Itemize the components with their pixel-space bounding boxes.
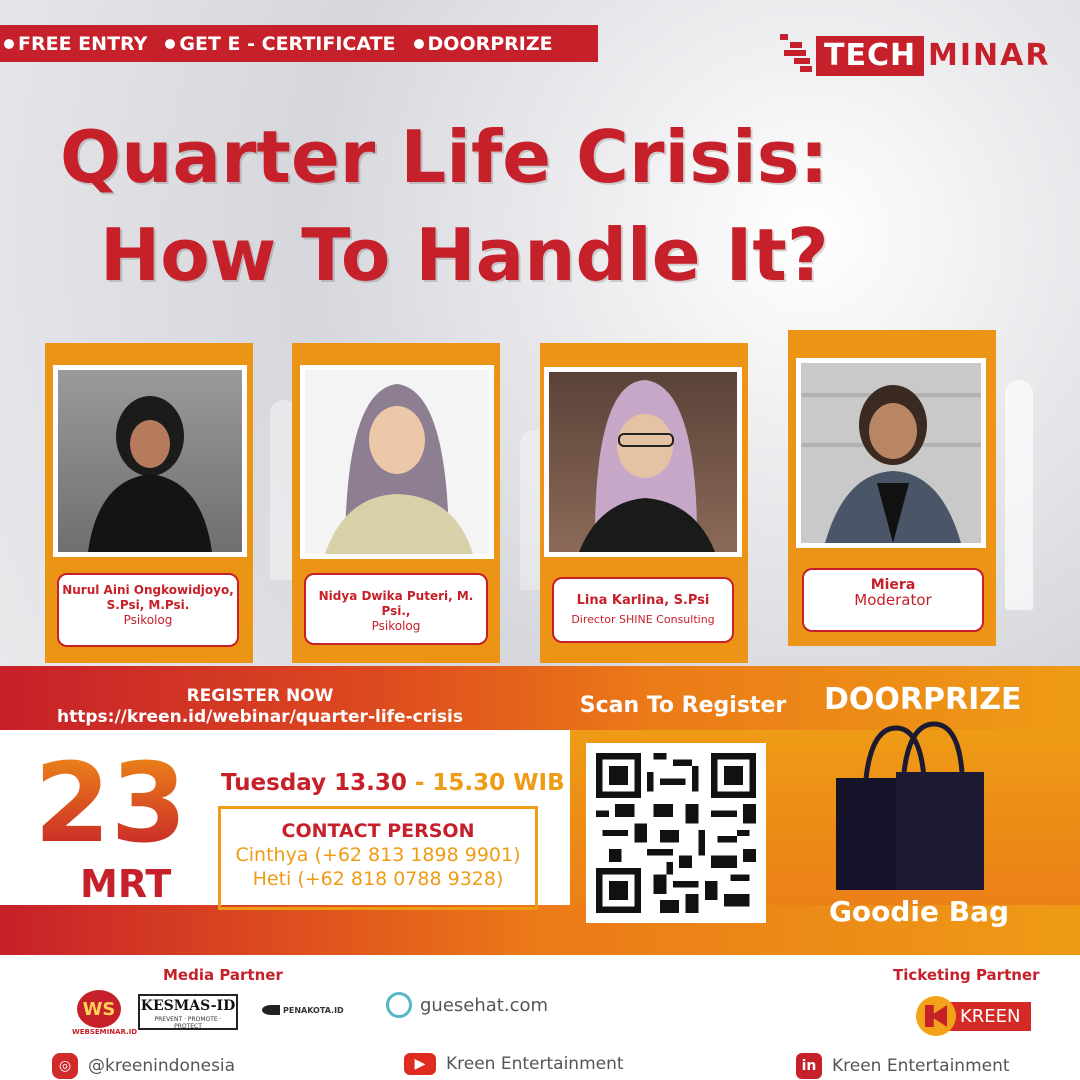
linkedin-text: Kreen Entertainment <box>832 1056 1010 1076</box>
event-month: MRT <box>80 862 172 906</box>
scan-label: Scan To Register <box>579 693 787 718</box>
youtube-icon: ▶ <box>404 1053 436 1075</box>
techminar-logo <box>780 30 1050 80</box>
banner-text: DOORPRIZE <box>427 32 553 55</box>
speaker-card <box>45 343 253 663</box>
moderator-name: Miera <box>870 577 916 593</box>
speaker-label <box>552 577 734 643</box>
youtube-channel[interactable] <box>404 1053 624 1075</box>
event-day: 23 <box>34 739 188 867</box>
background-figure <box>1005 380 1033 610</box>
webseminar-text: WEBSEMINAR.ID <box>72 1028 138 1036</box>
speaker-photo <box>300 365 494 559</box>
kesmas-logo <box>138 994 238 1030</box>
linkedin-page[interactable] <box>796 1053 1010 1079</box>
bullet-icon <box>414 39 424 49</box>
speaker-role: Director SHINE Consulting <box>571 613 715 626</box>
moderator-label <box>802 568 984 632</box>
speaker-role: Psikolog <box>371 619 421 633</box>
guesehat-icon <box>386 992 412 1018</box>
time-start: Tuesday 13.30 <box>221 770 407 796</box>
logo-text-tech: TECH <box>816 36 924 76</box>
speaker-name: Nurul Aini Ongkowidjoyo, S.Psi, M.Psi. <box>62 583 234 612</box>
pen-icon <box>262 1005 280 1015</box>
bullet-icon <box>4 39 14 49</box>
contact-heading: CONTACT PERSON <box>281 820 475 842</box>
banner-item <box>165 33 395 55</box>
moderator-role: Moderator <box>854 591 932 609</box>
webseminar-logo: WS WEBSEMINAR.ID <box>72 990 126 1038</box>
speaker-card <box>540 343 748 663</box>
register-block <box>0 686 520 728</box>
youtube-text: Kreen Entertainment <box>446 1054 624 1074</box>
kreen-text: KREEN <box>942 1002 1031 1031</box>
contact-box <box>218 806 538 910</box>
goodie-bag-image <box>836 718 986 893</box>
banner-text: GET E - CERTIFICATE <box>179 32 396 55</box>
banner-item <box>414 33 553 55</box>
speaker-role: Psikolog <box>123 613 173 627</box>
moderator-photo <box>796 358 986 548</box>
speaker-label <box>57 573 239 647</box>
bullet-icon <box>165 39 175 49</box>
event-time <box>221 770 565 796</box>
event-title-line2: How To Handle It? <box>100 213 829 297</box>
speaker-name: Nidya Dwika Puteri, M. Psi., <box>318 589 474 618</box>
prize-item: Goodie Bag <box>828 895 1010 928</box>
instagram-icon: ◎ <box>52 1053 78 1079</box>
kesmas-text: KESMAS-ID <box>140 998 236 1014</box>
penakota-logo <box>262 1005 344 1015</box>
guesehat-logo <box>386 992 548 1018</box>
event-title-line1: Quarter Life Crisis: <box>60 115 829 199</box>
banner-text: FREE ENTRY <box>18 32 148 55</box>
time-end: - 15.30 WIB <box>406 770 565 796</box>
doorprize-heading: DOORPRIZE <box>824 682 1022 717</box>
speaker-photo <box>544 367 742 557</box>
speaker-photo <box>53 365 247 557</box>
contact-person: Heti (+62 818 0788 9328) <box>252 868 504 890</box>
speaker-label <box>304 573 488 645</box>
kreen-logo <box>916 996 1031 1036</box>
kesmas-tagline: PREVENT · PROMOTE · PROTECT <box>154 1016 222 1030</box>
benefits-banner <box>0 25 598 62</box>
kreen-icon <box>916 996 956 1036</box>
banner-item <box>4 33 147 55</box>
guesehat-text: guesehat.com <box>420 994 549 1016</box>
moderator-card <box>788 330 996 646</box>
contact-person: Cinthya (+62 813 1898 9901) <box>235 844 521 866</box>
ticketing-partner-label: Ticketing Partner <box>893 966 1040 984</box>
logo-text-minar: MINAR <box>928 38 1051 73</box>
penakota-text: PENAKOTA.ID <box>283 1005 344 1015</box>
instagram-text: @kreenindonesia <box>88 1056 236 1076</box>
linkedin-icon: in <box>796 1053 822 1079</box>
register-heading: REGISTER NOW <box>186 686 334 706</box>
speaker-name: Lina Karlina, S.Psi <box>576 593 710 608</box>
instagram-handle[interactable] <box>52 1053 235 1079</box>
register-url[interactable]: https://kreen.id/webinar/quarter-life-crisis <box>57 707 463 727</box>
speaker-card <box>292 343 500 663</box>
registration-qr-code[interactable] <box>586 743 766 923</box>
media-partner-label: Media Partner <box>163 966 283 984</box>
